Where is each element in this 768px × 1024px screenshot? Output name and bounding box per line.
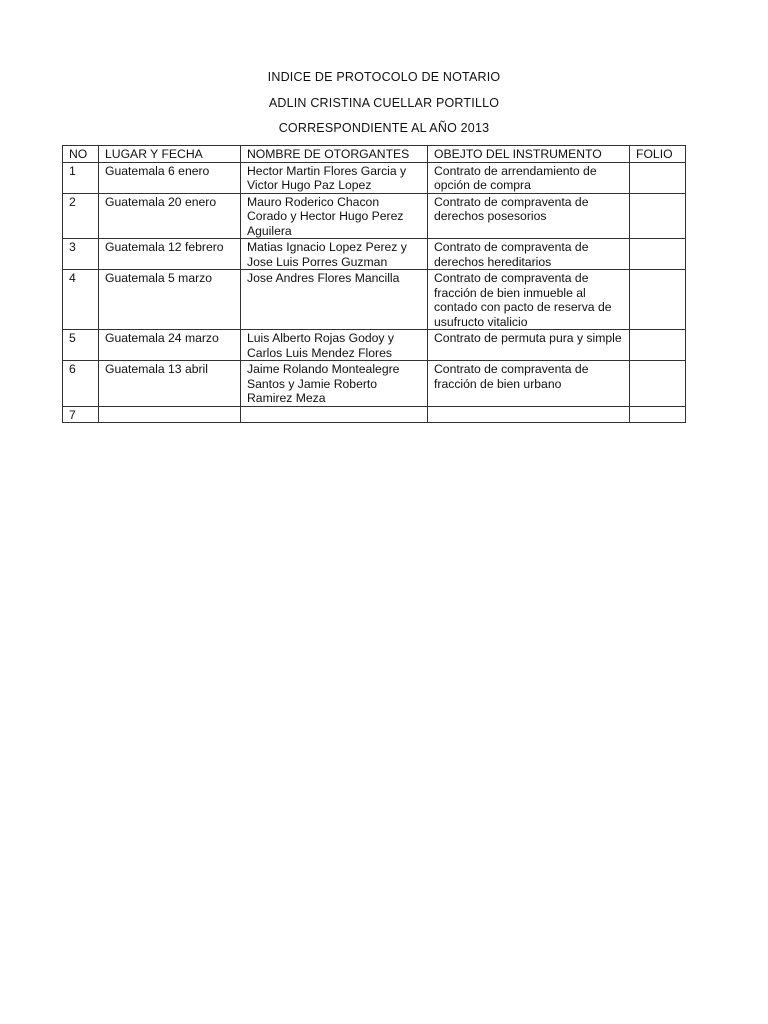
cell-folio: [630, 361, 686, 407]
column-header-folio: FOLIO: [630, 146, 686, 163]
cell-folio: [630, 406, 686, 423]
cell-objeto: Contrato de compraventa de derechos posesorios: [428, 193, 630, 239]
cell-otorgantes: Luis Alberto Rojas Godoy y Carlos Luis Mendez Flores: [241, 330, 428, 361]
table-row: [63, 406, 686, 423]
cell-objeto: Contrato de arrendamiento de opción de compra: [428, 162, 630, 193]
cell-lugar-fecha: Guatemala 20 enero: [99, 193, 241, 239]
table-row: [63, 270, 686, 330]
cell-objeto: Contrato de compraventa de fracción de bien inmueble al contado con pacto de reserva de usufructo vitalicio: [428, 270, 630, 330]
cell-no: 7: [63, 406, 99, 423]
table-row: [63, 193, 686, 239]
cell-no: 2: [63, 193, 99, 239]
column-header-otorgantes: NOMBRE DE OTORGANTES: [241, 146, 428, 163]
cell-otorgantes: Matias Ignacio Lopez Perez y Jose Luis Porres Guzman: [241, 239, 428, 270]
table-row: [63, 239, 686, 270]
protocol-index-table: [62, 145, 686, 423]
cell-objeto: [428, 406, 630, 423]
column-header-objeto: OBEJTO DEL INSTRUMENTO: [428, 146, 630, 163]
table-row: [63, 162, 686, 193]
cell-otorgantes: Jose Andres Flores Mancilla: [241, 270, 428, 330]
document-title: INDICE DE PROTOCOLO DE NOTARIO: [267, 70, 501, 84]
cell-objeto: Contrato de permuta pura y simple: [428, 330, 630, 361]
cell-otorgantes: Mauro Roderico Chacon Corado y Hector Hugo Perez Aguilera: [241, 193, 428, 239]
cell-no: 6: [63, 361, 99, 407]
year-line: CORRESPONDIENTE AL AÑO 2013: [278, 121, 490, 135]
cell-no: 3: [63, 239, 99, 270]
table-row: [63, 330, 686, 361]
cell-folio: [630, 162, 686, 193]
table-header-row: [63, 146, 686, 163]
cell-lugar-fecha: Guatemala 5 marzo: [99, 270, 241, 330]
cell-lugar-fecha: Guatemala 24 marzo: [99, 330, 241, 361]
cell-otorgantes: Hector Martin Flores Garcia y Victor Hugo Paz Lopez: [241, 162, 428, 193]
cell-no: 4: [63, 270, 99, 330]
cell-no: 5: [63, 330, 99, 361]
table-row: [63, 361, 686, 407]
cell-otorgantes: Jaime Rolando Montealegre Santos y Jamie Roberto Ramirez Meza: [241, 361, 428, 407]
cell-folio: [630, 193, 686, 239]
cell-lugar-fecha: Guatemala 13 abril: [99, 361, 241, 407]
cell-otorgantes: [241, 406, 428, 423]
column-header-no: NO: [63, 146, 99, 163]
cell-objeto: Contrato de compraventa de derechos hereditarios: [428, 239, 630, 270]
cell-lugar-fecha: Guatemala 12 febrero: [99, 239, 241, 270]
cell-lugar-fecha: Guatemala 6 enero: [99, 162, 241, 193]
cell-objeto: Contrato de compraventa de fracción de bien urbano: [428, 361, 630, 407]
cell-lugar-fecha: [99, 406, 241, 423]
cell-folio: [630, 330, 686, 361]
cell-folio: [630, 270, 686, 330]
notary-name: ADLIN CRISTINA CUELLAR PORTILLO: [268, 96, 500, 110]
cell-folio: [630, 239, 686, 270]
column-header-lugar-fecha: LUGAR Y FECHA: [99, 146, 241, 163]
cell-no: 1: [63, 162, 99, 193]
